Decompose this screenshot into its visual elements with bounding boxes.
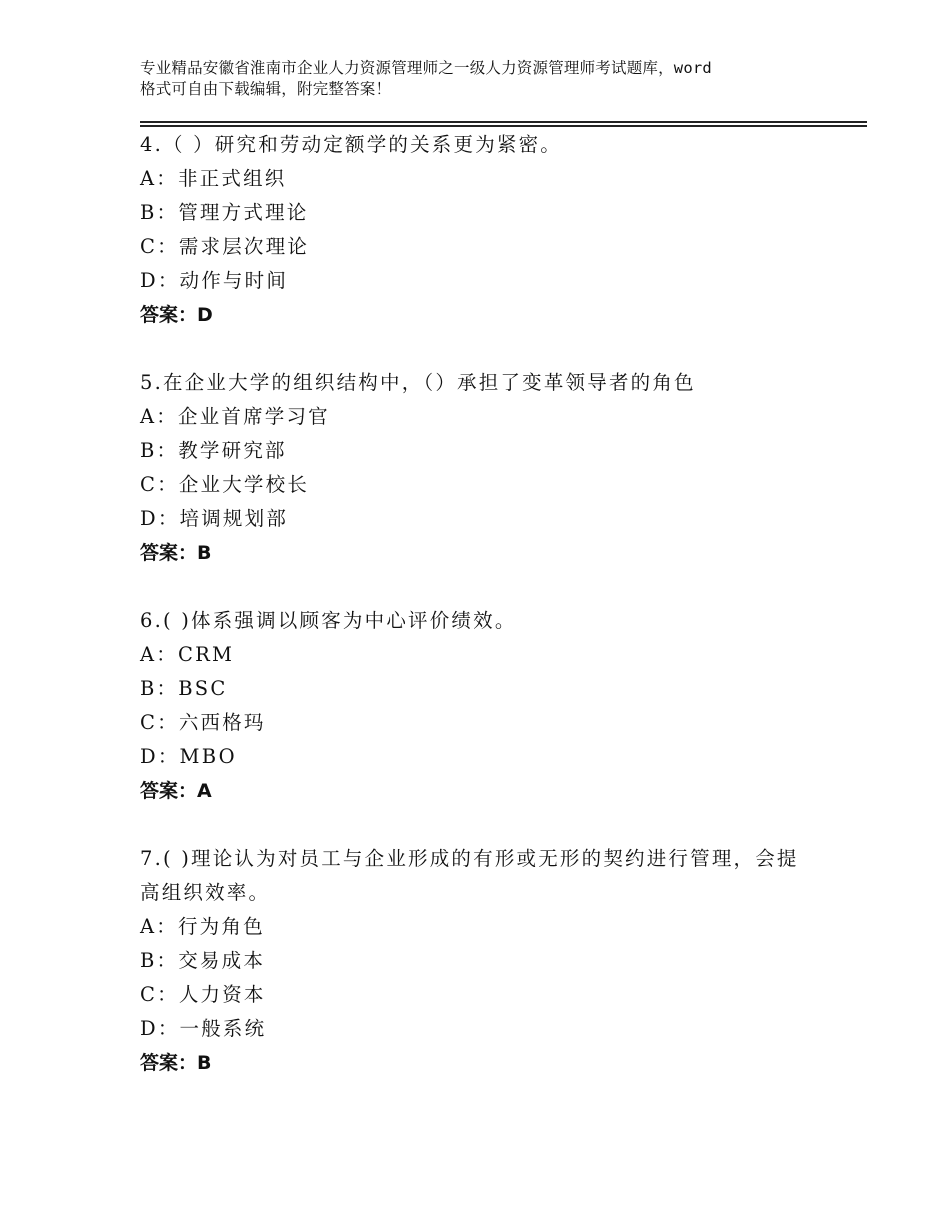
option-c: C：人力资本 [140,983,266,1006]
option-c: C：六西格玛 [140,711,266,734]
document-header [140,58,840,100]
option-b: B：BSC [140,677,228,700]
option-b: B：交易成本 [140,949,266,972]
question-stem: 6.( )体系强调以顾客为中心评价绩效。 [140,609,517,632]
spacer [140,808,840,842]
question-7 [140,842,840,1080]
question-6 [140,604,840,808]
header-rule-top [140,121,867,123]
answer-label: 答案：D [140,304,213,326]
header-line-1: 专业精品安徽省淮南市企业人力资源管理师之一级人力资源管理师考试题库，word [140,59,712,77]
question-stem: 7.( )理论认为对员工与企业形成的有形或无形的契约进行管理，会提高组织效率。 [140,847,799,904]
option-b: B：管理方式理论 [140,201,309,224]
option-d: D：动作与时间 [140,269,289,292]
question-stem: 5.在企业大学的组织结构中，（）承担了变革领导者的角色 [140,371,696,394]
option-c: C：企业大学校长 [140,473,310,496]
option-d: D：培调规划部 [140,507,289,530]
spacer [140,570,840,604]
header-rule-bottom [140,125,867,127]
question-stem: 4.（ ）研究和劳动定额学的关系更为紧密。 [140,133,563,156]
answer-label: 答案：B [140,1052,212,1074]
answer-label: 答案：A [140,780,212,802]
option-c: C：需求层次理论 [140,235,310,258]
answer-label: 答案：B [140,542,212,564]
option-d: D：一般系统 [140,1017,267,1040]
option-b: B：教学研究部 [140,439,287,462]
option-a: A：非正式组织 [140,167,287,190]
option-a: A：行为角色 [140,915,265,938]
spacer [140,332,840,366]
option-d: D：MBO [140,745,237,768]
option-a: A：企业首席学习官 [140,405,330,428]
option-a: A：CRM [140,643,235,666]
header-line-2: 格式可自由下载编辑，附完整答案！ [140,80,392,98]
question-list [140,128,840,1080]
question-5 [140,366,840,570]
question-4 [140,128,840,332]
